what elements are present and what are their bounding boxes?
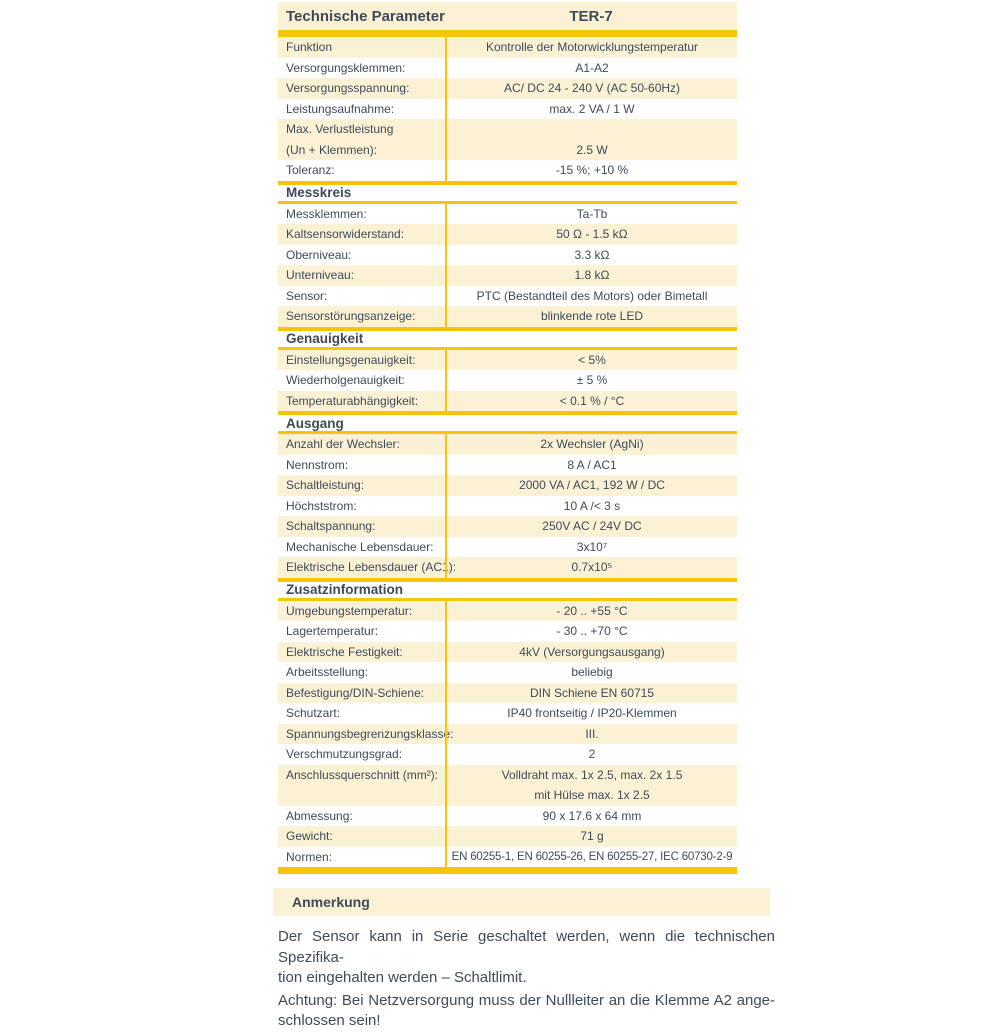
row-label: Messklemmen:: [286, 206, 367, 221]
section-title: Ausgang: [278, 415, 737, 431]
table-row: [278, 826, 737, 847]
table-row: [278, 601, 737, 622]
row-label: Anschlussquerschnitt (mm²):: [286, 767, 439, 782]
section-genauigkeit: [278, 327, 737, 412]
row-label: Lagertemperatur:: [286, 624, 379, 639]
row-label: Funktion: [286, 40, 333, 55]
row-value-line2: mit Hülse max. 1x 2.5: [534, 788, 650, 803]
row-label: Elektrische Festigkeit:: [286, 644, 403, 659]
row-label: Gewicht:: [286, 829, 333, 844]
row-value: 71 g: [445, 826, 737, 847]
row-value: 90 x 17.6 x 64 mm: [445, 806, 737, 827]
model-name: TER-7: [569, 7, 613, 25]
row-value: 10 A /< 3 s: [445, 496, 737, 517]
row-value: 8 A / AC1: [445, 455, 737, 476]
table-row: [278, 306, 737, 327]
row-label: Einstellungsgenauigkeit:: [286, 352, 416, 367]
row-label: Schaltleistung:: [286, 478, 365, 493]
section-zusatzinformation: [278, 578, 737, 868]
section-ausgang: [278, 411, 737, 578]
table-row: [278, 806, 737, 827]
note-paragraph2-line2: schlossen sein!: [278, 1012, 381, 1029]
row-label: Kaltsensorwiderstand:: [286, 227, 405, 242]
row-value: 50 Ω - 1.5 kΩ: [445, 224, 737, 245]
row-label: Toleranz:: [286, 163, 335, 178]
note-title: Anmerkung: [292, 894, 370, 910]
table-row: [278, 99, 737, 120]
row-value: - 20 .. +55 °C: [445, 601, 737, 622]
row-value: 4kV (Versorgungsausgang): [445, 642, 737, 663]
row-label: Leistungsaufnahme:: [286, 101, 395, 116]
row-label: Mechanische Lebensdauer:: [286, 539, 434, 554]
header-divider-bar: [278, 30, 737, 37]
row-value: blinkende rote LED: [445, 306, 737, 327]
row-label: Verschmutzungsgrad:: [286, 747, 403, 762]
row-value: 3x10⁷: [445, 537, 737, 558]
table-row: [278, 160, 737, 181]
table-row: [278, 204, 737, 225]
section-allgemein: [278, 37, 737, 181]
row-value: 2000 VA / AC1, 192 W / DC: [445, 475, 737, 496]
table-bottom-bar: [278, 867, 737, 874]
row-label-line2: (Un + Klemmen):: [286, 142, 378, 157]
row-label: Schaltspannung:: [286, 519, 376, 534]
section-rows: [278, 434, 737, 578]
table-row: [278, 744, 737, 765]
row-label: Elektrische Lebensdauer (AC1):: [286, 560, 457, 575]
row-value: Kontrolle der Motorwicklungstemperatur: [445, 37, 737, 58]
table-row: [278, 642, 737, 663]
section-title: Messkreis: [278, 185, 737, 201]
row-label: Unterniveau:: [286, 268, 355, 283]
section-messkreis: [278, 181, 737, 327]
row-value: [445, 765, 737, 806]
table-row: [278, 537, 737, 558]
note-paragraph1-line1: Der Sensor kann in Serie geschaltet werden, wenn die technischen Spezifika-: [278, 928, 775, 966]
spec-table: [278, 2, 737, 874]
row-label: Befestigung/DIN-Schiene:: [286, 685, 425, 700]
row-label: Temperaturabhängigkeit:: [286, 393, 419, 408]
table-row: [278, 662, 737, 683]
row-value: 1.8 kΩ: [445, 265, 737, 286]
row-value: IP40 frontseitig / IP20-Klemmen: [445, 703, 737, 724]
row-value: AC/ DC 24 - 240 V (AC 50-60Hz): [445, 78, 737, 99]
row-value: Ta-Tb: [445, 204, 737, 225]
row-label: Umgebungstemperatur:: [286, 603, 413, 618]
table-title: Technische Parameter: [286, 7, 445, 25]
row-label: Normen:: [286, 849, 333, 864]
table-row: [278, 496, 737, 517]
row-value: A1-A2: [445, 58, 737, 79]
table-row: [278, 455, 737, 476]
table-row: [278, 703, 737, 724]
row-value: 2x Wechsler (AgNi): [445, 434, 737, 455]
row-value: 3.3 kΩ: [445, 245, 737, 266]
note-paragraph1-line2: tion eingehalten werden – Schaltlimit.: [278, 969, 527, 986]
row-value: < 0.1 % / °C: [445, 391, 737, 412]
row-value-line1: Volldraht max. 1x 2.5, max. 2x 1.5: [501, 767, 683, 782]
table-row: [278, 58, 737, 79]
table-row: [278, 621, 737, 642]
section-rows: [278, 601, 737, 868]
row-label: Oberniveau:: [286, 247, 352, 262]
table-row: [278, 350, 737, 371]
table-header-row: [278, 2, 737, 30]
row-value: -15 %; +10 %: [445, 160, 737, 181]
section-title: Zusatzinformation: [278, 582, 737, 598]
table-row: [278, 683, 737, 704]
row-label: Spannungsbegrenzungsklasse:: [286, 726, 454, 741]
row-label: Abmessung:: [286, 808, 353, 823]
table-row: [278, 245, 737, 266]
row-value: PTC (Bestandteil des Motors) oder Bimetall: [445, 286, 737, 307]
table-row: [278, 265, 737, 286]
table-row: [278, 286, 737, 307]
section-rows: [278, 204, 737, 327]
row-label: [278, 119, 445, 160]
row-label-line1: Max. Verlustleistung: [286, 122, 394, 137]
row-label: Sensor:: [286, 288, 328, 303]
row-value: III.: [445, 724, 737, 745]
row-label: Sensorstörungsanzeige:: [286, 309, 416, 324]
row-value: max. 2 VA / 1 W: [445, 99, 737, 120]
row-value: ± 5 %: [445, 370, 737, 391]
table-row: [278, 434, 737, 455]
row-label: Arbeitsstellung:: [286, 665, 369, 680]
table-row: [278, 119, 737, 160]
row-value: - 30 .. +70 °C: [445, 621, 737, 642]
row-value: 2: [445, 744, 737, 765]
note-header-strip: [273, 888, 770, 916]
note-paragraph2-line1: Achtung: Bei Netzversorgung muss der Nullleiter an die Klemme A2 ange-: [278, 991, 775, 1009]
table-row: [278, 78, 737, 99]
row-value: EN 60255-1, EN 60255-26, EN 60255-27, IEC 60730-2-9: [445, 847, 737, 868]
row-label: Schutzart:: [286, 706, 341, 721]
section-rows: [278, 37, 737, 181]
row-value: beliebig: [445, 662, 737, 683]
note-body: [278, 927, 775, 1032]
table-row: [278, 370, 737, 391]
table-row: [278, 37, 737, 58]
table-row: [278, 765, 737, 806]
row-value: 250V AC / 24V DC: [445, 516, 737, 537]
section-title: Genauigkeit: [278, 331, 737, 347]
table-row: [278, 475, 737, 496]
row-label: Höchststrom:: [286, 498, 357, 513]
row-value: DIN Schiene EN 60715: [445, 683, 737, 704]
table-row: [278, 391, 737, 412]
row-label: Versorgungsspannung:: [286, 81, 410, 96]
row-label: Versorgungsklemmen:: [286, 60, 406, 75]
section-rows: [278, 350, 737, 412]
table-row: [278, 224, 737, 245]
row-label: Nennstrom:: [286, 457, 349, 472]
table-row: [278, 516, 737, 537]
row-value: < 5%: [445, 350, 737, 371]
row-label: Anzahl der Wechsler:: [286, 437, 400, 452]
table-row: [278, 557, 737, 578]
table-row: [278, 724, 737, 745]
row-value: 2.5 W: [445, 119, 737, 160]
table-row: [278, 847, 737, 868]
row-value: 0.7x10⁵: [445, 557, 737, 578]
row-label: Wiederholgenauigkeit:: [286, 373, 405, 388]
